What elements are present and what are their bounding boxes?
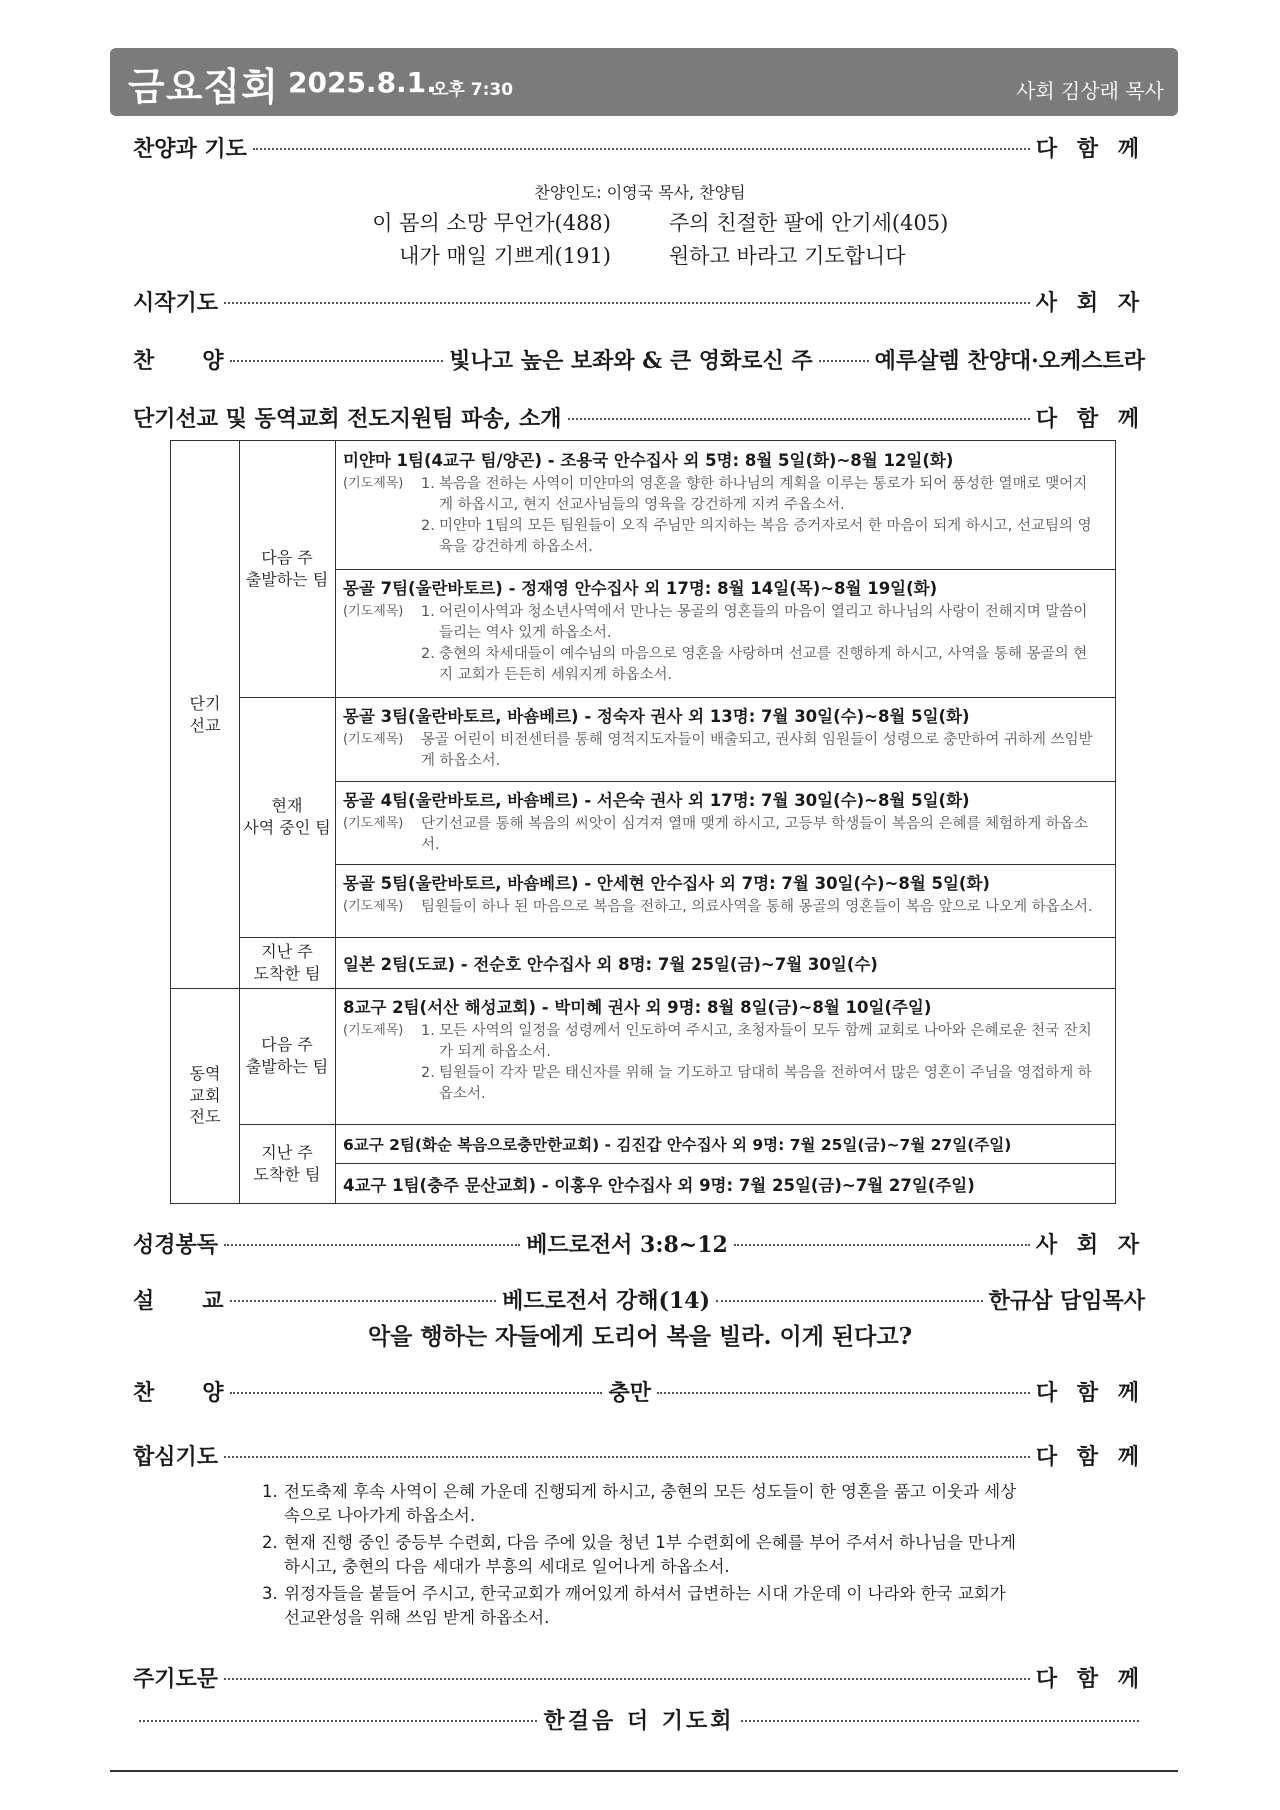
- team-entry: [343, 1133, 1099, 1158]
- prayer-num: 2.: [262, 1532, 278, 1552]
- sub-arrived: 지난 주 도착한 팀: [253, 941, 321, 983]
- prayer-tag: (기도제목): [343, 816, 404, 831]
- song-title: 내가 매일 기쁘게(191): [399, 244, 611, 268]
- table-divider: [335, 864, 1115, 865]
- mission-table: [170, 440, 1116, 1204]
- row-label: 단기선교 및 동역교회 전도지원팀 파송, 소개: [133, 406, 562, 432]
- team-heading: 미얀마 1팀(4교구 팀/양곤) - 조용국 안수집사 외 5명: 8월 5일(화)~8월 12일(화): [343, 451, 954, 470]
- team-entry: [343, 870, 1099, 918]
- prayer-block: [343, 474, 1099, 558]
- prayer-block: [343, 602, 1099, 686]
- prayer-tag: (기도제목): [343, 899, 404, 914]
- row-right: 다 함 께: [1035, 1666, 1145, 1692]
- song-title: 원하고 바라고 기도합니다: [669, 244, 906, 268]
- prayer-block: [343, 1021, 1099, 1105]
- song-line-2: [0, 240, 1280, 270]
- sermon-subtitle: 악을 행하는 자들에게 도리어 복을 빌라. 이게 된다고?: [367, 1323, 913, 1350]
- prayer-text: 복음을 전하는 사역이 미얀마의 영혼을 향한 하나님의 계획을 이루는 통로가 되어 풍성한 열매로 맺어지게 하옵시고, 현지 선교사님들의 영육을 강건하게 지켜 주옵소서.: [439, 476, 1088, 514]
- row-closing-hymn: [133, 1376, 1145, 1412]
- prayer-num: 3.: [262, 1583, 278, 1603]
- dot-leader: [224, 1456, 1030, 1458]
- prayer-text: 전도축제 후속 사역이 은혜 가운데 진행되게 하시고, 충현의 모든 성도들이 한 영혼을 품고 이웃과 세상 속으로 나아가게 하옵소서.: [284, 1482, 1017, 1526]
- prayer-item: [262, 1480, 1022, 1529]
- team-entry: [343, 951, 1099, 978]
- sub-arrived-2: 지난 주 도착한 팀: [253, 1142, 321, 1184]
- row-label: 주기도문: [133, 1666, 219, 1692]
- dot-leader: [224, 302, 1030, 304]
- table-divider: [335, 569, 1115, 570]
- row-label: 성경봉독: [133, 1232, 219, 1258]
- service-title: 금요집회: [128, 65, 279, 109]
- song-title: 주의 친절한 팔에 안기세(405): [669, 211, 949, 235]
- row-title: 빛나고 높은 보좌와 & 큰 영화로신 주: [449, 348, 813, 374]
- row-title: 베드로전서 3:8~12: [526, 1232, 728, 1258]
- prayer-block: [343, 730, 1099, 772]
- presider: 사회 김상래 목사: [1016, 79, 1164, 103]
- service-time: 오후 7:30: [432, 80, 514, 100]
- dot-leader: [224, 1678, 1030, 1680]
- dot-leader: [657, 1392, 1030, 1394]
- prayer-text: 어린이사역과 청소년사역에서 만나는 몽골의 영혼들의 마음이 열리고 하나님의 사랑이 전해지며 말씀이 들리는 역사 있게 하옵소서.: [439, 604, 1088, 642]
- row-right: 예루살렘 찬양대·오케스트라: [874, 348, 1145, 374]
- dot-leader: [230, 1392, 603, 1394]
- prayer-block: [343, 814, 1099, 856]
- team-entry: [343, 447, 1099, 558]
- prayer-num: 2.: [421, 518, 435, 535]
- dot-leader: [230, 1300, 497, 1302]
- worship-leaders: 찬양인도: 이영국 목사, 찬양팀: [534, 183, 746, 202]
- prayer-tag: (기도제목): [343, 1023, 404, 1038]
- team-entry: [343, 1172, 1099, 1199]
- category-short-term-mission: 단기 선교: [189, 693, 221, 735]
- prayer-text: 미얀마 1팀의 모든 팀원들이 오직 주님만 의지하는 복음 증거자로서 한 마음이 되게 하시고, 선교팀의 영육을 강건하게 하옵소서.: [439, 518, 1092, 556]
- team-heading: 6교구 2팀(화순 복음으로충만한교회) - 김진갑 안수집사 외 9명: 7월 25일(금)~7월 27일(주일): [343, 1136, 1012, 1154]
- prayer-item: [421, 602, 1099, 644]
- table-divider: [239, 937, 1115, 938]
- row-anthem: [133, 344, 1145, 380]
- prayer-text: 모든 사역의 일정을 성령께서 인도하여 주시고, 초청자들이 모두 함께 교회로 나아와 은혜로운 천국 잔치가 되게 하옵소서.: [439, 1023, 1092, 1061]
- prayer-tag: (기도제목): [343, 732, 404, 747]
- row-scripture: [133, 1228, 1145, 1264]
- dot-leader: [734, 1244, 1030, 1246]
- united-prayer-list: [262, 1480, 1022, 1632]
- prayer-item: [421, 1063, 1099, 1105]
- table-divider: [335, 1163, 1115, 1164]
- dot-leader: [568, 418, 1030, 420]
- prayer-num: 1.: [421, 604, 435, 620]
- table-divider: [239, 1124, 1115, 1125]
- prayer-text: 충현의 차세대들이 예수님의 마음으로 영혼을 사랑하며 선교를 진행하게 하시고, 사역을 통해 몽골의 현지 교회가 든든히 세워지게 하옵소서.: [439, 646, 1088, 684]
- prayer-num: 1.: [262, 1482, 278, 1501]
- row-right: 한규삼 담임목사: [988, 1288, 1146, 1314]
- row-lords-prayer: [133, 1662, 1145, 1698]
- row-label-a: 찬: [133, 1380, 155, 1406]
- prayer-tag: (기도제목): [343, 476, 404, 491]
- header-bar: [110, 48, 1178, 116]
- service-date: 2025.8.1.: [288, 66, 437, 99]
- row-right: 다 함 께: [1035, 136, 1145, 162]
- row-opening-prayer: [133, 286, 1145, 322]
- prayer-item: [421, 516, 1099, 558]
- team-heading: 몽골 3팀(울란바토르, 바숌베르) - 정숙자 권사 외 13명: 7월 30일(수)~8월 5일(화): [343, 707, 970, 726]
- dot-leader: [139, 1720, 537, 1722]
- row-right: 다 함 께: [1035, 406, 1145, 432]
- table-divider: [239, 697, 1115, 698]
- prayer-text: 현재 진행 중인 중등부 수련회, 다음 주에 있을 청년 1부 수련회에 은혜를 부어 주셔서 하나님을 만나게 하시고, 충현의 다음 세대가 부흥의 세대로 일어나게 하옵소서.: [284, 1532, 1016, 1577]
- team-heading: 일본 2팀(도쿄) - 전순호 안수집사 외 8명: 7월 25일(금)~7월 30일(수): [343, 955, 878, 974]
- prayer-num: 1.: [421, 1023, 435, 1039]
- song-title: 이 몸의 소망 무언가(488): [372, 211, 611, 235]
- team-entry: [343, 575, 1099, 686]
- prayer-tag: (기도제목): [343, 604, 404, 619]
- prayer-text: 단기선교를 통해 복음의 씨앗이 심겨져 열매 맺게 하시고, 고등부 학생들이 복음의 은혜를 체험하게 하옵소서.: [421, 816, 1088, 854]
- team-entry: [343, 787, 1099, 856]
- dot-leader: [819, 360, 869, 362]
- row-right: 사 회 자: [1035, 290, 1145, 316]
- row-sermon: [133, 1284, 1145, 1320]
- prayer-item: [421, 814, 1099, 856]
- sub-next-week-2: 다음 주 출발하는 팀: [245, 1035, 329, 1076]
- table-divider: [335, 441, 336, 1203]
- team-entry: [343, 994, 1099, 1105]
- team-heading: 몽골 4팀(울란바토르, 바숌베르) - 서은숙 권사 외 17명: 7월 30일(수)~8월 5일(화): [343, 791, 970, 810]
- table-divider: [335, 781, 1115, 782]
- prayer-block: [343, 897, 1099, 918]
- dot-leader: [224, 1244, 520, 1246]
- prayer-num: 2.: [421, 1065, 435, 1082]
- row-label-b: 양: [202, 348, 224, 374]
- row-right: 다 함 께: [1035, 1380, 1145, 1406]
- row-label-b: 교: [202, 1288, 224, 1314]
- team-heading: 8교구 2팀(서산 해성교회) - 박미혜 권사 외 9명: 8월 8일(금)~8월 10일(주일): [343, 998, 932, 1017]
- team-heading: 4교구 1팀(충주 문산교회) - 이홍우 안수집사 외 9명: 7월 25일(금)~7월 27일(주일): [343, 1176, 975, 1195]
- row-worship: [133, 132, 1145, 168]
- row-title: 한걸음 더 기도회: [543, 1708, 735, 1734]
- category-partner-church: 동역 교회 전도: [189, 1064, 221, 1127]
- prayer-text: 팀원들이 하나 된 마음으로 복음을 전하고, 의료사역을 통해 몽골의 영혼들이 복음 앞으로 나오게 하옵소서.: [421, 899, 1093, 915]
- row-next-meeting: [133, 1704, 1145, 1740]
- row-united-prayer: [133, 1440, 1145, 1476]
- row-label-a: 찬: [133, 348, 155, 374]
- row-label: 합심기도: [133, 1444, 219, 1470]
- prayer-text: 팀원들이 각자 맡은 태신자를 위해 늘 기도하고 담대히 복음을 전하여서 많은 영혼이 주님을 영접하게 하옵소서.: [439, 1065, 1092, 1103]
- row-title: 베드로전서 강해(14): [502, 1288, 710, 1314]
- prayer-num: 2.: [421, 646, 435, 663]
- prayer-item: [421, 1021, 1099, 1063]
- row-label-a: 설: [133, 1288, 155, 1314]
- dot-leader: [253, 148, 1030, 150]
- sub-next-week: 다음 주 출발하는 팀: [245, 548, 329, 589]
- prayer-text: 위정자들을 붙들어 주시고, 한국교회가 깨어있게 하셔서 급변하는 시대 가운데 이 나라와 한국 교회가 선교완성을 위해 쓰임 받게 하옵소서.: [284, 1583, 1006, 1628]
- row-label: 시작기도: [133, 290, 219, 316]
- row-dispatch: [133, 402, 1145, 438]
- row-label: 찬양과 기도: [133, 136, 247, 162]
- prayer-text: 몽골 어린이 비전센터를 통해 영적지도자들이 배출되고, 권사회 임원들이 성령으로 충만하여 귀하게 쓰임받게 하옵소서.: [421, 732, 1093, 770]
- prayer-item: [421, 897, 1099, 918]
- prayer-item: [421, 644, 1099, 686]
- song-line-1: [0, 207, 1280, 237]
- dot-leader: [230, 360, 444, 362]
- team-heading: 몽골 7팀(울란바토르) - 정재영 안수집사 외 17명: 8월 14일(목)~8월 19일(화): [343, 579, 938, 598]
- team-heading: 몽골 5팀(울란바토르, 바숌베르) - 안세현 안수집사 외 7명: 7월 30일(수)~8월 5일(화): [343, 874, 990, 893]
- row-title: 충만: [608, 1380, 651, 1406]
- prayer-item: [262, 1582, 1022, 1631]
- bottom-rule: [110, 1770, 1178, 1772]
- prayer-item: [421, 474, 1099, 516]
- prayer-item: [262, 1531, 1022, 1580]
- row-right: 사 회 자: [1035, 1232, 1145, 1258]
- sub-current: 현재 사역 중인 팀: [243, 796, 331, 837]
- dot-leader: [716, 1300, 983, 1302]
- prayer-item: [421, 730, 1099, 772]
- row-right: 다 함 께: [1035, 1444, 1145, 1470]
- prayer-num: 1.: [421, 476, 435, 492]
- row-label-b: 양: [202, 1380, 224, 1406]
- dot-leader: [741, 1720, 1139, 1722]
- team-entry: [343, 703, 1099, 772]
